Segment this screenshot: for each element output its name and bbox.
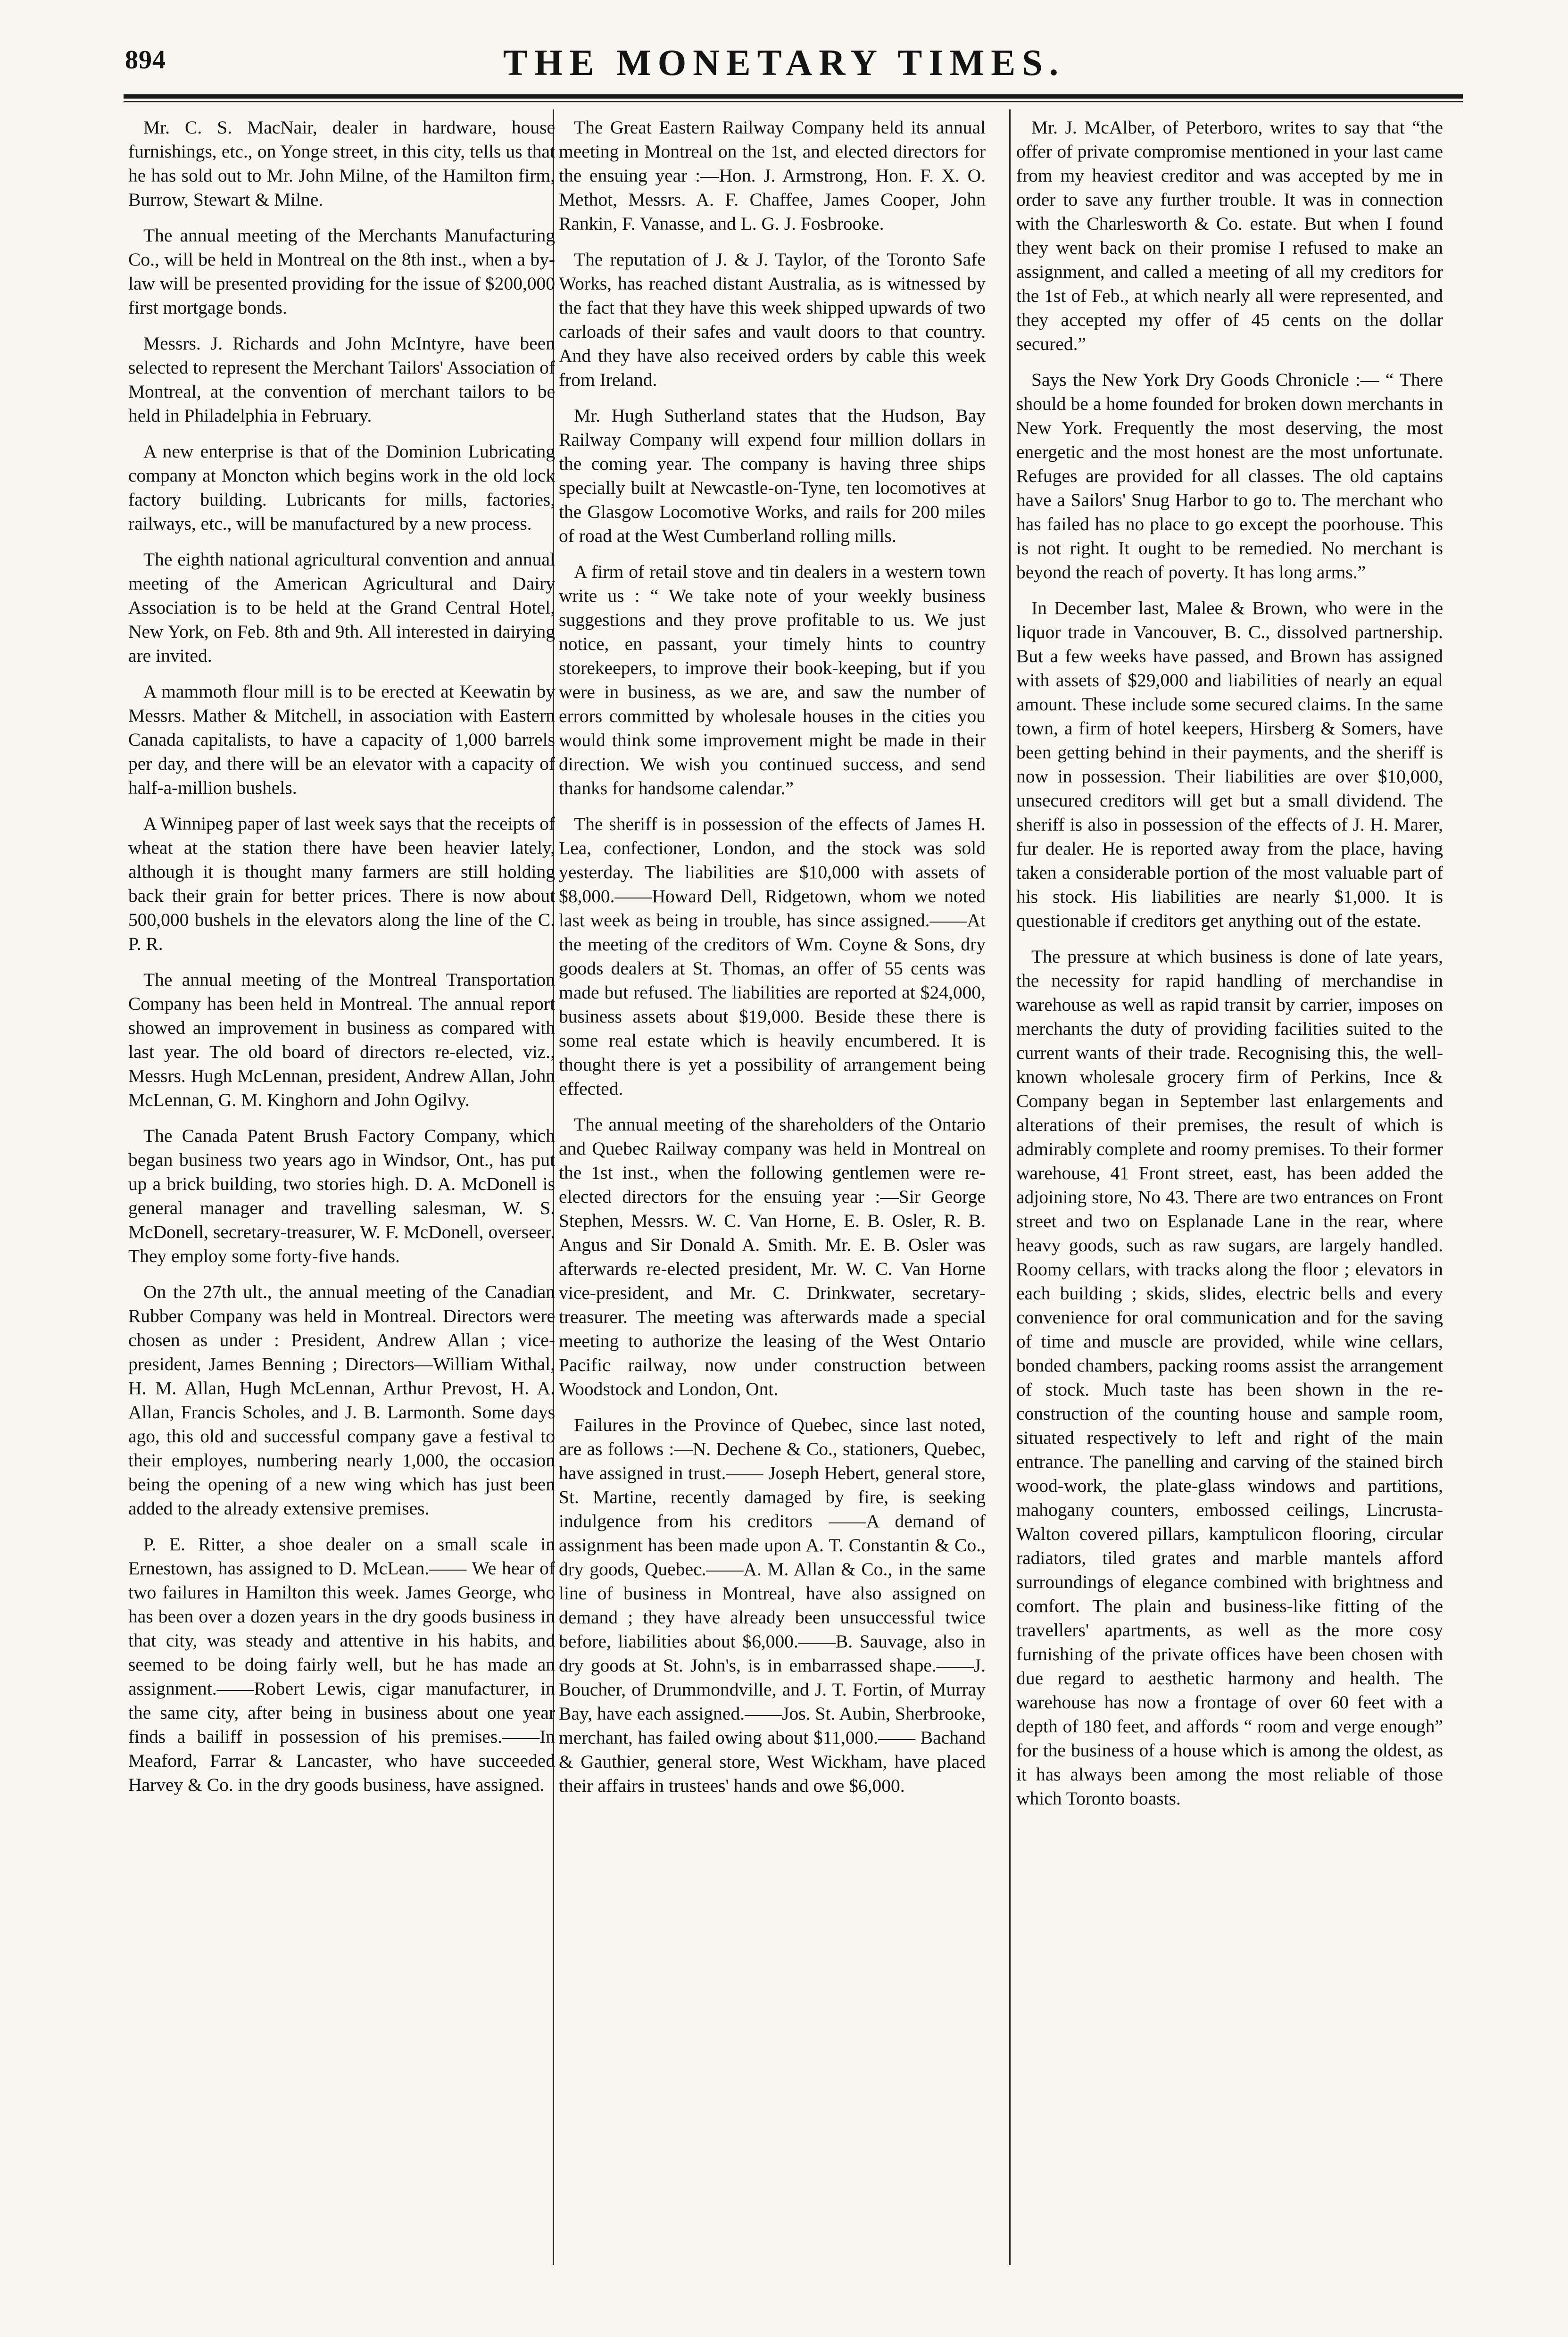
news-item: Mr. J. McAlber, of Peterboro, writes to say that “the offer of private compromise mentioned in your last came from my heaviest creditor and was accepted by me in order to save any further trouble. It was in connection with the Charlesworth & Co. estate. But when I found they went back on their promise I refused to make an assignment, and called a meeting of all my creditors for the 1st of Feb., at which nearly all were represented, and they accepted my offer of 45 cents on the dollar secured.” [1016, 117, 1443, 354]
news-item: Messrs. J. Richards and John McIntyre, have been selected to represent the Merchant Tailors' Association of Montreal, at the convention of merchant tailors to be held in Philadelphia in February. [128, 333, 555, 426]
news-item: The pressure at which business is done of late years, the necessity for rapid handling of merchandise in warehouse as well as rapid transit by carrier, imposes on merchants the duty of providing facilities suited to the current wants of their trade. Recognising this, the well-known wholesale grocery firm of Perkins, Ince & Company began in September last enlargements and alterations of their premises, the result of which is admirably complete and roomy premises. To their former warehouse, 41 Front street, east, has been added the adjoining store, No 43. There are two entrances on Front street and two on Esplanade Lane in the rear, where heavy goods, such as raw sugars, are largely handled. Roomy cellars, with tracks along the floor ; elevators in each building ; skids, slides, electric bells and every convenience for oral communication and for the saving of time and muscle are provided, while wine cellars, bonded chambers, packing rooms assist the arrangement of stock. Much taste has been shown in the re-construction of the counting house and sample room, situated respectively to left and right of the main entrance. The panelling and carving of the stained birch wood-work, the plate-glass windows and partitions, mahogany counters, embossed ceilings, Lincrusta-Walton covered pillars, kamptulicon flooring, circular radiators, tiled grates and marble mantels afford surroundings of elegance combined with brightness and comfort. The plain and business-like fitting of the travellers' apartments, as well as the more cosy furnishing of the private offices have been chosen with due regard to aesthetic harmony and health. The warehouse has now a frontage of over 60 feet with a depth of 180 feet, and affords “ room and verge enough” for the business of a house which is among the oldest, as it has always been among the most reliable of those which Toronto boasts. [1016, 946, 1443, 1809]
news-item: The reputation of J. & J. Taylor, of the Toronto Safe Works, has reached distant Australia, as is witnessed by the fact that they have this week shipped upwards of two carloads of their safes and vault doors to that country. And they have also received orders by cable this week from Ireland. [559, 249, 986, 390]
news-item: Says the New York Dry Goods Chronicle :— “ There should be a home founded for broken down merchants in New York. Frequently the most deserving, the most energetic and the most honest are the most unfortunate. Refuges are provided for all classes. The old captains have a Sailors' Snug Harbor to go to. The merchant who has failed has no place to go except the poorhouse. This is not right. It ought to be remedied. No merchant is beyond the reach of poverty. It has long arms.” [1016, 369, 1443, 582]
news-item: A new enterprise is that of the Dominion Lubricating company at Moncton which begins work in the old lock factory building. Lubricants for mills, factories, railways, etc., will be manufactured by a new process. [128, 441, 555, 534]
news-item: A firm of retail stove and tin dealers in a western town write us : “ We take note of your weekly business suggestions and they prove profitable to us. We just notice, en passant, your timely hints to country storekeepers, to improve their book-keeping, but if you were in business, as we are, and saw the number of errors committed by wholesale houses in the cities you would think some improvement might be made in their direction. We wish you continued success, and send thanks for handsome calendar.” [559, 561, 986, 798]
news-item: A Winnipeg paper of last week says that the receipts of wheat at the station there have been heavier lately, although it is thought many farmers are still holding back their grain for better prices. There is now about 500,000 bushels in the elevators along the line of the C. P. R. [128, 813, 555, 954]
news-item: The Canada Patent Brush Factory Company, which began business two years ago in Windsor, Ont., has put up a brick building, two stories high. D. A. McDonell is general manager and travelling salesman, W. S. McDonell, secretary-treasurer, W. F. McDonell, overseer. They employ some forty-five hands. [128, 1125, 555, 1266]
news-item: Mr. C. S. MacNair, dealer in hardware, house furnishings, etc., on Yonge street, in this city, tells us that he has sold out to Mr. John Milne, of the Hamilton firm, Burrow, Stewart & Milne. [128, 117, 555, 210]
news-item: Failures in the Province of Quebec, since last noted, are as follows :—N. Dechene & Co., stationers, Quebec, have assigned in trust.—— Joseph Hebert, general store, St. Martine, recently damaged by fire, is seeking indulgence from his creditors ——A demand of assignment has been made upon A. T. Constantin & Co., dry goods, Quebec.——A. M. Allan & Co., in the same line of business in Montreal, have also assigned on demand ; they have already been unsuccessful twice before, liabilities about $6,000.——B. Sauvage, also in dry goods at St. John's, is in embarrassed shape.——J. Boucher, of Drummondville, and J. T. Fortin, of Murray Bay, have each assigned.——Jos. St. Aubin, Sherbrooke, merchant, has failed owing about $11,000.—— Bachand & Gauthier, general store, West Wickham, have placed their affairs in trustees' hands and owe $6,000. [559, 1414, 986, 1796]
news-item: P. E. Ritter, a shoe dealer on a small scale in Ernestown, has assigned to D. McLean.—— We hear of two failures in Hamilton this week. James George, who has been over a dozen years in the dry goods business in that city, was steady and attentive in his habits, and seemed to be doing fairly well, but he has made an assignment.——Robert Lewis, cigar manufacturer, in the same city, after being in business about one year finds a bailiff in possession of his premises.——In Meaford, Farrar & Lancaster, who have succeeded Harvey & Co. in the dry goods business, have assigned. [128, 1534, 555, 1795]
column-1 [128, 116, 555, 1809]
masthead-rule-thick [124, 94, 1463, 99]
news-item: The Great Eastern Railway Company held its annual meeting in Montreal on the 1st, and elected directors for the ensuing year :—Hon. J. Armstrong, Hon. F. X. O. Methot, Messrs. A. F. Chaffee, James Cooper, John Rankin, F. Vanasse, and L. G. J. Fosbrooke. [559, 117, 986, 234]
news-item: The annual meeting of the shareholders of the Ontario and Quebec Railway company was held in Montreal on the 1st inst., when the following gentlemen were re-elected directors for the ensuing year :—Sir George Stephen, Messrs. W. C. Van Horne, E. B. Osler, R. B. Angus and Sir Donald A. Smith. Mr. E. B. Osler was afterwards re-elected president, Mr. W. C. Van Horne vice-president, and Mr. C. Drinkwater, secretary-treasurer. The meeting was afterwards made a special meeting to authorize the leasing of the West Ontario Pacific railway, now under construction between Woodstock and London, Ont. [559, 1114, 986, 1399]
news-item: The annual meeting of the Merchants Manufacturing Co., will be held in Montreal on the 8th inst., when a by-law will be presented providing for the issue of $200,000 first mortgage bonds. [128, 225, 555, 318]
news-item: On the 27th ult., the annual meeting of the Canadian Rubber Company was held in Montreal. Directors were chosen as under : President, Andrew Allan ; vice-president, James Benning ; Directors—William Withal, H. M. Allan, Hugh McLennan, Arthur Prevost, H. A. Allan, Francis Scholes, and J. B. Larmonth. Some days ago, this old and successful company gave a festival to their employes, numbering nearly 1,000, the occasion being the opening of a new wing which has just been added to the already extensive premises. [128, 1281, 555, 1519]
column-3 [1016, 116, 1443, 1822]
masthead-rule-thin [124, 101, 1463, 102]
news-item: The annual meeting of the Montreal Transportation Company has been held in Montreal. The annual report showed an improvement in business as compared with last year. The old board of directors re-elected, viz., Messrs. Hugh McLennan, president, Andrew Allan, John McLennan, G. M. Kinghorn and John Ogilvy. [128, 969, 555, 1110]
page-number: 894 [125, 45, 166, 75]
news-item: The sheriff is in possession of the effects of James H. Lea, confectioner, London, and the stock was sold yesterday. The liabilities are $10,000 with assets of $8,000.——Howard Dell, Ridgetown, whom we noted last week as being in trouble, has since assigned.——At the meeting of the creditors of Wm. Coyne & Sons, dry goods dealers at St. Thomas, an offer of 55 cents was made but refused. The liabilities are reported at $24,000, business assets about $19,000. Beside these there is some real estate which is heavily encumbered. It is thought there is yet a possibility of arrangement being effected. [559, 814, 986, 1099]
masthead-title: THE MONETARY TIMES. [503, 42, 1065, 83]
column-2 [559, 116, 986, 1810]
news-item: The eighth national agricultural convention and annual meeting of the American Agricultural and Dairy Association is to be held at the Grand Central Hotel, New York, on Feb. 8th and 9th. All interested in dairying are invited. [128, 549, 555, 666]
column-divider [1009, 109, 1011, 2265]
news-item: A mammoth flour mill is to be erected at Keewatin by Messrs. Mather & Mitchell, in association with Eastern Canada capitalists, to have a capacity of 1,000 barrels per day, and there will be an elevator with a capacity of half-a-million bushels. [128, 681, 555, 798]
news-item: In December last, Malee & Brown, who were in the liquor trade in Vancouver, B. C., dissolved partnership. But a few weeks have passed, and Brown has assigned with assets of $29,000 and liabilities of nearly an equal amount. These include some secured claims. In the same town, a firm of hotel keepers, Hirsberg & Somers, have been getting behind in their payments, and the sheriff is now in possession. Their liabilities are over $10,000, unsecured creditors will get but a small dividend. The sheriff is also in possession of the effects of J. H. Marer, fur dealer. He is reported away from the place, having taken a considerable portion of the most valuable part of his stock. His liabilities are nearly $1,000. It is questionable if creditors get anything out of the estate. [1016, 598, 1443, 931]
news-item: Mr. Hugh Sutherland states that the Hudson, Bay Railway Company will expend four million dollars in the coming year. The company is having three ships specially built at Newcastle-on-Tyne, ten locomotives at the Glasgow Locomotive Works, and rails for 200 miles of road at the West Cumberland rolling mills. [559, 405, 986, 546]
